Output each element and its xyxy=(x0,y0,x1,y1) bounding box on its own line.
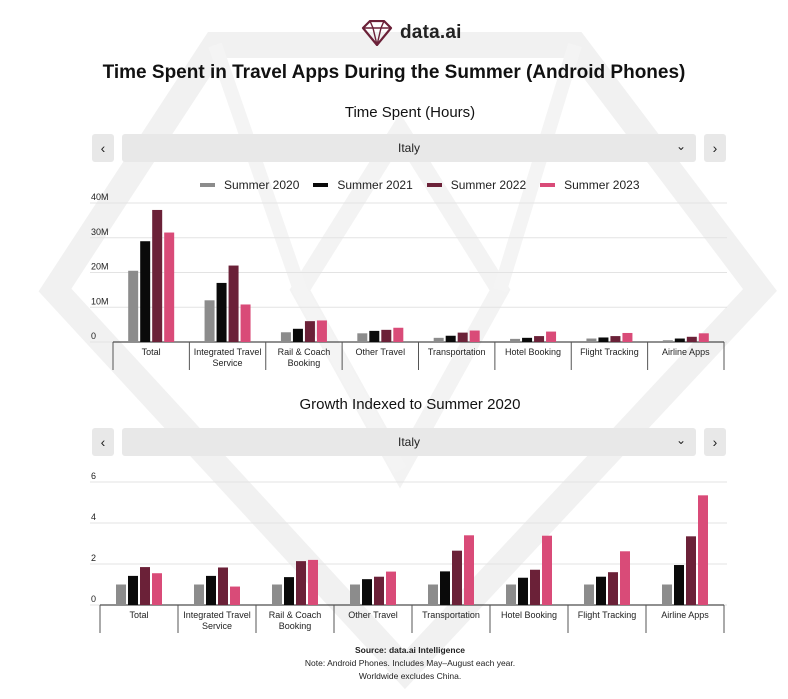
bar-summer-2023-3[interactable] xyxy=(386,572,396,605)
time-spent-chart xyxy=(0,190,788,380)
chart1-country-value: Italy xyxy=(397,141,420,155)
bar-summer-2020-2[interactable] xyxy=(281,332,291,342)
bar-summer-2020-7[interactable] xyxy=(663,340,673,342)
chevron-right-icon: › xyxy=(712,434,718,450)
y-tick-label: 2 xyxy=(91,553,97,563)
bar-summer-2022-3[interactable] xyxy=(381,330,391,342)
bar-summer-2022-6[interactable] xyxy=(608,572,618,605)
y-tick-label: 10M xyxy=(91,296,109,307)
growth-index-chart xyxy=(0,470,788,640)
bar-summer-2021-5[interactable] xyxy=(522,338,532,342)
bar-summer-2020-5[interactable] xyxy=(510,339,520,342)
bar-summer-2023-7[interactable] xyxy=(698,495,708,605)
x-tick-label: Total xyxy=(129,610,149,620)
y-tick-label: 6 xyxy=(91,471,97,481)
bar-summer-2020-0[interactable] xyxy=(116,585,126,606)
x-tick-label: Other Travel xyxy=(348,610,398,620)
chevron-left-icon: ‹ xyxy=(100,140,106,156)
footer-note: Note: Android Phones. Includes May–August each year. xyxy=(304,658,516,668)
y-tick-label: 0 xyxy=(91,331,97,341)
bar-summer-2022-3[interactable] xyxy=(374,577,384,605)
chevron-down-icon: ⌄ xyxy=(675,139,686,153)
x-tick-label: Hotel Booking xyxy=(505,347,562,357)
bar-summer-2022-7[interactable] xyxy=(686,536,696,605)
bar-summer-2021-4[interactable] xyxy=(440,571,450,605)
bar-summer-2022-4[interactable] xyxy=(458,333,468,342)
bar-summer-2023-5[interactable] xyxy=(546,332,556,342)
chart1-next-button[interactable] xyxy=(704,134,726,162)
bar-summer-2020-3[interactable] xyxy=(350,585,360,606)
bar-summer-2023-4[interactable] xyxy=(464,535,474,605)
bar-summer-2020-4[interactable] xyxy=(434,338,444,342)
bar-summer-2020-7[interactable] xyxy=(662,585,672,606)
bar-summer-2022-0[interactable] xyxy=(140,567,150,605)
bar-summer-2022-5[interactable] xyxy=(530,570,540,605)
chart1-title: Time Spent (Hours) xyxy=(344,104,476,121)
legend-label-2022: Summer 2022 xyxy=(450,178,527,192)
x-tick-label: Transportation xyxy=(422,610,480,620)
bar-summer-2020-5[interactable] xyxy=(506,585,516,606)
bar-summer-2020-3[interactable] xyxy=(357,333,367,342)
y-tick-label: 30M xyxy=(91,226,109,237)
x-tick-label: Service xyxy=(212,358,243,368)
x-tick-label: Booking xyxy=(278,621,312,631)
bar-summer-2022-6[interactable] xyxy=(610,336,620,342)
x-tick-label: Airline Apps xyxy=(662,347,710,357)
bar-summer-2023-4[interactable] xyxy=(470,331,480,342)
footer-note-2: Worldwide excludes China. xyxy=(358,671,462,681)
x-tick-label: Airline Apps xyxy=(661,610,709,620)
bar-summer-2022-7[interactable] xyxy=(687,337,697,342)
bar-summer-2020-1[interactable] xyxy=(205,300,215,342)
bar-summer-2020-6[interactable] xyxy=(586,339,596,342)
bar-summer-2023-0[interactable] xyxy=(152,573,162,605)
bar-summer-2022-0[interactable] xyxy=(152,210,162,342)
bar-summer-2021-7[interactable] xyxy=(674,565,684,605)
bar-summer-2023-0[interactable] xyxy=(164,233,174,342)
x-tick-label: Other Travel xyxy=(355,347,406,357)
x-tick-label: Rail & Coach xyxy=(268,610,322,620)
diamond-logo-icon xyxy=(360,20,394,46)
bar-summer-2021-1[interactable] xyxy=(206,576,216,605)
x-tick-label: Transportation xyxy=(427,347,486,357)
y-tick-label: 0 xyxy=(91,594,97,604)
bar-summer-2021-0[interactable] xyxy=(128,576,138,605)
y-tick-label: 4 xyxy=(91,512,97,522)
bar-summer-2021-7[interactable] xyxy=(675,339,685,342)
legend-swatch-2021 xyxy=(313,183,328,187)
legend-swatch-2020 xyxy=(200,183,215,187)
bar-summer-2020-4[interactable] xyxy=(428,585,438,606)
y-tick-label: 40M xyxy=(91,192,109,202)
chevron-down-icon: ⌄ xyxy=(675,433,686,447)
bar-summer-2022-1[interactable] xyxy=(229,266,239,342)
bar-summer-2021-3[interactable] xyxy=(369,331,379,342)
chart2-country-select[interactable] xyxy=(122,428,696,456)
chevron-right-icon: › xyxy=(712,140,718,156)
bar-summer-2023-6[interactable] xyxy=(622,333,632,342)
footer-source: Source: data.ai Intelligence xyxy=(354,645,466,655)
bar-summer-2021-0[interactable] xyxy=(140,241,150,342)
x-tick-label: Integrated Travel xyxy=(183,610,251,620)
bar-summer-2020-0[interactable] xyxy=(128,271,138,342)
bar-summer-2021-2[interactable] xyxy=(284,577,294,605)
bar-summer-2023-3[interactable] xyxy=(393,328,403,342)
legend-swatch-2023 xyxy=(540,183,555,187)
x-tick-label: Flight Tracking xyxy=(580,347,639,357)
x-tick-label: Rail & Coach xyxy=(277,347,331,357)
brand-logo xyxy=(360,19,462,47)
bar-summer-2021-5[interactable] xyxy=(518,578,528,605)
legend-swatch-2022 xyxy=(427,183,442,187)
bar-summer-2023-2[interactable] xyxy=(317,320,327,342)
bar-summer-2021-4[interactable] xyxy=(446,336,456,342)
bar-summer-2020-1[interactable] xyxy=(194,585,204,606)
bar-summer-2023-1[interactable] xyxy=(230,587,240,605)
chart1-prev-button[interactable] xyxy=(92,134,114,162)
y-tick-label: 20M xyxy=(91,261,109,272)
bar-summer-2021-2[interactable] xyxy=(293,329,303,342)
bar-summer-2023-1[interactable] xyxy=(241,304,251,342)
legend-label-2023: Summer 2023 xyxy=(564,178,640,192)
x-tick-label: Integrated Travel xyxy=(193,347,262,357)
bar-summer-2022-2[interactable] xyxy=(305,321,315,342)
bar-summer-2023-7[interactable] xyxy=(699,333,709,342)
chart2-prev-button[interactable] xyxy=(92,428,114,456)
x-tick-label: Booking xyxy=(287,358,321,368)
bar-summer-2022-1[interactable] xyxy=(218,567,228,605)
chart2-country-value: Italy xyxy=(397,435,420,449)
bar-summer-2021-3[interactable] xyxy=(362,579,372,605)
bar-summer-2020-2[interactable] xyxy=(272,585,282,606)
chart1-country-select[interactable] xyxy=(122,134,696,162)
legend-label-2021: Summer 2021 xyxy=(337,178,413,192)
chart2-title: Growth Indexed to Summer 2020 xyxy=(299,396,521,413)
brand-name: data.ai xyxy=(400,22,462,43)
page-title: Time Spent in Travel Apps During the Summer (Android Phones) xyxy=(102,62,686,83)
chevron-left-icon: ‹ xyxy=(100,434,106,450)
legend-label-2020: Summer 2020 xyxy=(224,178,300,192)
bar-summer-2021-6[interactable] xyxy=(598,337,608,342)
x-tick-label: Total xyxy=(141,347,161,357)
x-tick-label: Service xyxy=(201,621,233,631)
bar-summer-2021-1[interactable] xyxy=(217,283,227,342)
x-tick-label: Flight Tracking xyxy=(577,610,637,620)
bar-summer-2022-5[interactable] xyxy=(534,336,544,342)
x-tick-label: Hotel Booking xyxy=(500,610,558,620)
bar-summer-2023-6[interactable] xyxy=(620,551,630,605)
bar-summer-2021-6[interactable] xyxy=(596,577,606,605)
bar-summer-2022-4[interactable] xyxy=(452,551,462,605)
bar-summer-2022-2[interactable] xyxy=(296,561,306,605)
chart2-next-button[interactable] xyxy=(704,428,726,456)
bar-summer-2023-2[interactable] xyxy=(308,560,318,605)
bar-summer-2023-5[interactable] xyxy=(542,536,552,605)
bar-summer-2020-6[interactable] xyxy=(584,585,594,606)
